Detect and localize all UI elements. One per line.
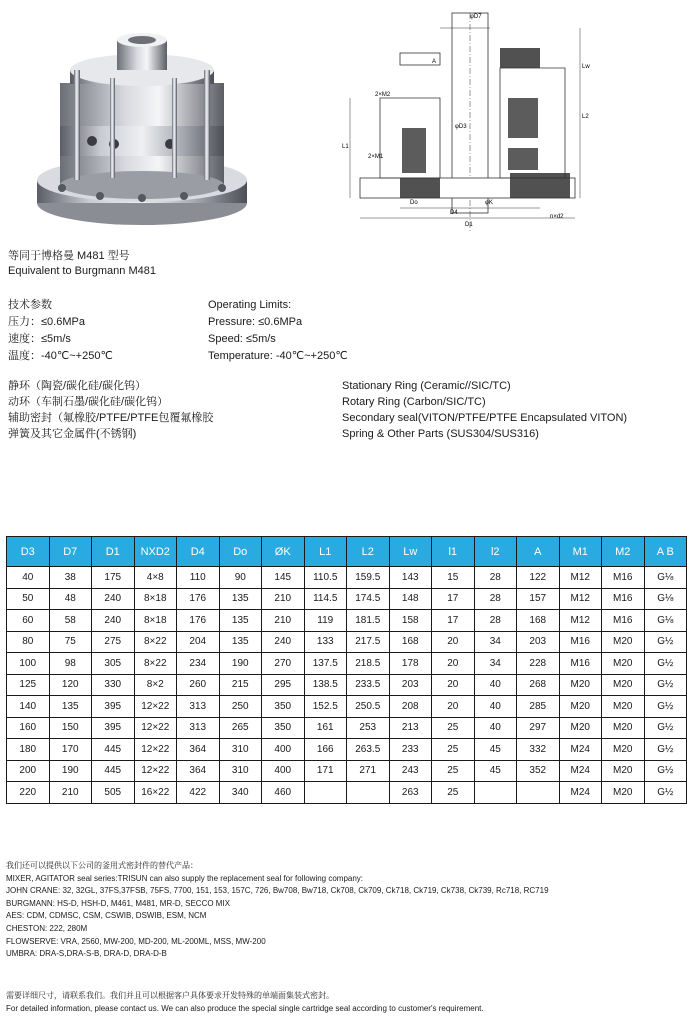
table-cell: M20	[559, 717, 602, 739]
material-cn-stationary: 静环（陶瓷/碳化硅/碳化钨）	[8, 380, 147, 392]
table-cell: 114.5	[304, 588, 347, 610]
table-cell: 12×22	[134, 717, 177, 739]
table-cell: 253	[347, 717, 390, 739]
column-header: Lw	[389, 537, 432, 567]
table-cell: 240	[92, 610, 135, 632]
table-cell: 20	[432, 674, 475, 696]
table-cell: 100	[7, 653, 50, 675]
table-row	[7, 653, 687, 675]
table-cell: 250	[219, 696, 262, 718]
table-cell: 268	[517, 674, 560, 696]
operating-limits-cn	[8, 297, 113, 365]
column-header: A	[517, 537, 560, 567]
table-cell: 180	[7, 739, 50, 761]
table-cell: 48	[49, 588, 92, 610]
table-cell: 243	[389, 760, 432, 782]
column-header: D7	[49, 537, 92, 567]
table-cell: M20	[602, 631, 645, 653]
table-cell: 171	[304, 760, 347, 782]
table-cell: M20	[602, 739, 645, 761]
table-cell: 150	[49, 717, 92, 739]
material-cn-rotary: 动环（车制石墨/碳化硅/碳化钨）	[8, 396, 169, 408]
table-cell: 12×22	[134, 739, 177, 761]
table-cell: 25	[432, 717, 475, 739]
column-header: D3	[7, 537, 50, 567]
table-cell: 25	[432, 782, 475, 804]
table-cell: 12×22	[134, 760, 177, 782]
table-cell: 158	[389, 610, 432, 632]
column-header: D1	[92, 537, 135, 567]
table-row	[7, 588, 687, 610]
table-cell: 120	[49, 674, 92, 696]
table-cell: 395	[92, 696, 135, 718]
table-cell: 159.5	[347, 567, 390, 589]
table-cell: 352	[517, 760, 560, 782]
table-cell	[517, 782, 560, 804]
table-row	[7, 631, 687, 653]
table-cell: 4×8	[134, 567, 177, 589]
table-cell: 135	[49, 696, 92, 718]
table-header-row	[7, 537, 687, 567]
table-cell: 445	[92, 739, 135, 761]
table-cell: 265	[219, 717, 262, 739]
label-d4: D4	[450, 210, 458, 216]
table-cell: 166	[304, 739, 347, 761]
table-cell: 75	[49, 631, 92, 653]
table-cell: M20	[559, 696, 602, 718]
table-row	[7, 717, 687, 739]
label-lw: Lw	[582, 64, 590, 70]
table-cell: 208	[389, 696, 432, 718]
limits-cn-pressure: 压力：≤0.6MPa	[8, 316, 85, 328]
limits-en-pressure: Pressure: ≤0.6MPa	[208, 316, 303, 328]
label-d1: D1	[465, 222, 473, 228]
table-cell: 28	[474, 588, 517, 610]
table-cell: M16	[602, 610, 645, 632]
table-cell: 122	[517, 567, 560, 589]
table-cell: 98	[49, 653, 92, 675]
table-cell: 170	[49, 739, 92, 761]
table-cell: M12	[559, 567, 602, 589]
table-cell: G½	[644, 653, 687, 675]
table-cell: 174.5	[347, 588, 390, 610]
table-cell: 28	[474, 567, 517, 589]
table-cell: 161	[304, 717, 347, 739]
table-cell: G½	[644, 739, 687, 761]
replacement-burgmann: BURGMANN: HS-D, HSH-D, M461, M481, MR-D, SECCO MIX	[6, 898, 231, 908]
table-cell: 332	[517, 739, 560, 761]
table-cell: G½	[644, 782, 687, 804]
limits-en-temperature: Temperature: -40℃~+250℃	[208, 350, 348, 362]
table-cell: 330	[92, 674, 135, 696]
table-cell: 168	[517, 610, 560, 632]
table-cell: M16	[602, 588, 645, 610]
table-cell: 275	[92, 631, 135, 653]
contact-note	[6, 990, 484, 1015]
replacement-cheston: CHESTON: 222, 280M	[6, 923, 88, 933]
product-photo	[22, 8, 255, 236]
cross-section-diagram	[340, 8, 592, 236]
table-row	[7, 739, 687, 761]
limits-cn-heading: 技术参数	[8, 299, 52, 311]
column-header: M1	[559, 537, 602, 567]
table-cell: 178	[389, 653, 432, 675]
table-cell: 110	[177, 567, 220, 589]
column-header: l1	[432, 537, 475, 567]
table-cell: 305	[92, 653, 135, 675]
table-cell: 297	[517, 717, 560, 739]
table-cell: 220	[7, 782, 50, 804]
table-cell: 181.5	[347, 610, 390, 632]
table-cell: 138.5	[304, 674, 347, 696]
table-cell: 200	[7, 760, 50, 782]
table-cell: 45	[474, 739, 517, 761]
table-cell: 20	[432, 653, 475, 675]
replacement-list	[6, 860, 549, 961]
table-cell: 25	[432, 739, 475, 761]
column-header: NXD2	[134, 537, 177, 567]
table-cell: 176	[177, 610, 220, 632]
column-header: L2	[347, 537, 390, 567]
table-cell: G⅛	[644, 610, 687, 632]
limits-en-heading: Operating Limits:	[208, 299, 292, 311]
table-cell: 168	[389, 631, 432, 653]
column-header: L1	[304, 537, 347, 567]
table-cell: 218.5	[347, 653, 390, 675]
technical-drawing	[340, 8, 592, 236]
table-cell: 17	[432, 610, 475, 632]
table-cell: G½	[644, 631, 687, 653]
table-cell: 8×18	[134, 588, 177, 610]
table-cell: 395	[92, 717, 135, 739]
replacement-aes: AES: CDM, CDMSC, CSM, CSWIB, DSWIB, ESM, NCM	[6, 911, 207, 921]
column-header: M2	[602, 537, 645, 567]
table-cell: 445	[92, 760, 135, 782]
table-cell: M12	[559, 588, 602, 610]
label-l1: L1	[342, 144, 349, 150]
table-cell: 60	[7, 610, 50, 632]
limits-cn-temperature: 温度：-40℃~+250℃	[8, 350, 113, 362]
contact-note-cn: 需要详细尺寸，请联系我们。我们并且可以根据客户具体要求开发特殊的单端面集装式密封。	[6, 991, 334, 1000]
table-cell: 285	[517, 696, 560, 718]
table-cell: 25	[432, 760, 475, 782]
table-cell: 270	[262, 653, 305, 675]
column-header: D4	[177, 537, 220, 567]
table-cell: M20	[602, 696, 645, 718]
table-cell	[347, 782, 390, 804]
table-cell	[474, 782, 517, 804]
table-row	[7, 696, 687, 718]
material-en-rotary: Rotary Ring (Carbon/SIC/TC)	[342, 396, 486, 408]
table-cell: 152.5	[304, 696, 347, 718]
table-cell: 80	[7, 631, 50, 653]
table-cell: 157	[517, 588, 560, 610]
table-cell: 135	[219, 610, 262, 632]
table-cell: 160	[7, 717, 50, 739]
table-cell: 34	[474, 653, 517, 675]
table-cell: G½	[644, 760, 687, 782]
table-cell: 148	[389, 588, 432, 610]
table-cell: 20	[432, 696, 475, 718]
table-cell: 16×22	[134, 782, 177, 804]
table-cell: 310	[219, 760, 262, 782]
table-cell: M16	[602, 567, 645, 589]
label-nxd2: n×d2	[550, 214, 564, 220]
table-cell	[304, 782, 347, 804]
table-cell: G½	[644, 717, 687, 739]
table-cell: 505	[92, 782, 135, 804]
materials-cn	[8, 378, 213, 442]
table-cell: 20	[432, 631, 475, 653]
table-row	[7, 674, 687, 696]
table-cell: 190	[219, 653, 262, 675]
table-cell: 364	[177, 760, 220, 782]
table-cell: M16	[559, 653, 602, 675]
model-en: Equivalent to Burgmann M481	[8, 265, 156, 277]
table-cell: M20	[602, 717, 645, 739]
label-do: Do	[410, 200, 418, 206]
replacement-intro-en: MIXER, AGITATOR seal series:TRISUN can also supply the replacement seal for following company:	[6, 873, 364, 883]
table-cell: 40	[474, 674, 517, 696]
table-cell: 145	[262, 567, 305, 589]
table-cell: 295	[262, 674, 305, 696]
material-en-stationary: Stationary Ring (Ceramic//SIC/TC)	[342, 380, 511, 392]
column-header: ØK	[262, 537, 305, 567]
material-en-spring: Spring & Other Parts (SUS304/SUS316)	[342, 428, 539, 440]
table-cell: 340	[219, 782, 262, 804]
table-cell: M20	[602, 653, 645, 675]
limits-cn-speed: 速度：≤5m/s	[8, 333, 71, 345]
table-cell: M24	[559, 782, 602, 804]
table-cell: 250.5	[347, 696, 390, 718]
table-cell: 460	[262, 782, 305, 804]
replacement-flowserve: FLOWSERVE: VRA, 2560, MW-200, MD-200, ML-200ML, MSS, MW-200	[6, 936, 266, 946]
table-cell: 400	[262, 760, 305, 782]
label-m2: 2×M2	[375, 92, 391, 98]
table-cell: G⅛	[644, 567, 687, 589]
table-cell: M24	[559, 739, 602, 761]
table-cell: 8×22	[134, 653, 177, 675]
table-cell: 213	[389, 717, 432, 739]
table-cell: 210	[49, 782, 92, 804]
label-a: A	[432, 59, 437, 65]
table-cell: 40	[474, 696, 517, 718]
table-cell: 110.5	[304, 567, 347, 589]
table-cell: 40	[7, 567, 50, 589]
table-cell: 190	[49, 760, 92, 782]
table-cell: 50	[7, 588, 50, 610]
table-cell: G½	[644, 696, 687, 718]
table-cell: 125	[7, 674, 50, 696]
table-cell: 203	[517, 631, 560, 653]
table-cell: 8×22	[134, 631, 177, 653]
table-cell: 422	[177, 782, 220, 804]
table-cell: M24	[559, 760, 602, 782]
model-cn: 等同于博格曼 M481 型号	[8, 250, 130, 262]
table-cell: 12×22	[134, 696, 177, 718]
table-cell: 203	[389, 674, 432, 696]
table-cell: 240	[262, 631, 305, 653]
label-l2: L2	[582, 114, 589, 120]
table-cell: 313	[177, 696, 220, 718]
table-cell: 313	[177, 717, 220, 739]
table-cell: 143	[389, 567, 432, 589]
replacement-john-crane: JOHN CRANE: 32, 32GL, 37FS,37FSB, 75FS, 7700, 151, 153, 157C, 726, Bw708, Bw718, Ck708, Ck709, Ck718, Ck719, Ck738, Ck739, Rc718, RC719	[6, 886, 549, 896]
table-cell: 8×2	[134, 674, 177, 696]
table-cell: 400	[262, 739, 305, 761]
table-cell: 233	[389, 739, 432, 761]
table-cell: 234	[177, 653, 220, 675]
dimension-table	[6, 536, 687, 804]
table-cell: M12	[559, 610, 602, 632]
table-cell: 34	[474, 631, 517, 653]
table-row	[7, 782, 687, 804]
column-header: A B	[644, 537, 687, 567]
table-cell: 210	[262, 610, 305, 632]
table-cell: 17	[432, 588, 475, 610]
table-cell: 58	[49, 610, 92, 632]
table-cell: 135	[219, 631, 262, 653]
label-d7: φD7	[470, 14, 482, 20]
limits-en-speed: Speed: ≤5m/s	[208, 333, 276, 345]
table-cell: 210	[262, 588, 305, 610]
material-en-secondary: Secondary seal(VITON/PTFE/PTFE Encapsulated VITON)	[342, 412, 628, 424]
table-cell: 350	[262, 717, 305, 739]
model-equivalence	[8, 249, 156, 279]
table-cell: M20	[559, 674, 602, 696]
table-cell: 28	[474, 610, 517, 632]
table-cell: 119	[304, 610, 347, 632]
table-cell: 350	[262, 696, 305, 718]
table-cell: 271	[347, 760, 390, 782]
column-header: Do	[219, 537, 262, 567]
table-cell: 175	[92, 567, 135, 589]
table-cell: M20	[602, 782, 645, 804]
materials-en	[342, 378, 627, 442]
table-cell: 215	[219, 674, 262, 696]
table-cell: 133	[304, 631, 347, 653]
material-cn-secondary: 辅助密封（氟橡胶/PTFE/PTFE包覆氟橡胶	[8, 412, 214, 424]
contact-note-en: For detailed information, please contact us. We can also produce the special single cartridge seal according to customer's requirement.	[6, 1003, 484, 1013]
table-cell: 90	[219, 567, 262, 589]
table-row	[7, 567, 687, 589]
table-cell: 263	[389, 782, 432, 804]
table-row	[7, 760, 687, 782]
table-cell: 228	[517, 653, 560, 675]
table-cell: 135	[219, 588, 262, 610]
material-cn-spring: 弹簧及其它金属件(不锈钢)	[8, 428, 137, 440]
table-cell: G½	[644, 674, 687, 696]
table-row	[7, 610, 687, 632]
table-cell: G⅛	[644, 588, 687, 610]
table-cell: 140	[7, 696, 50, 718]
table-cell: 8×18	[134, 610, 177, 632]
table-cell: 233.5	[347, 674, 390, 696]
table-cell: 263.5	[347, 739, 390, 761]
mechanical-seal-image	[22, 8, 255, 236]
table-cell: M20	[602, 674, 645, 696]
table-cell: 176	[177, 588, 220, 610]
label-m1: 2×M1	[368, 154, 384, 160]
table-cell: 40	[474, 717, 517, 739]
table-cell: 217.5	[347, 631, 390, 653]
label-d3: φD3	[455, 124, 467, 130]
replacement-umbra: UMBRA: DRA-S,DRA-S-B, DRA-D, DRA-D-B	[6, 949, 167, 959]
table-cell: 15	[432, 567, 475, 589]
table-cell: 45	[474, 760, 517, 782]
label-k: φK	[485, 200, 493, 206]
table-cell: 310	[219, 739, 262, 761]
table-cell: M20	[602, 760, 645, 782]
table-cell: 137.5	[304, 653, 347, 675]
table-cell: 260	[177, 674, 220, 696]
operating-limits-en	[208, 297, 348, 365]
table-cell: 240	[92, 588, 135, 610]
table-cell: 204	[177, 631, 220, 653]
table-cell: 38	[49, 567, 92, 589]
table-cell: 364	[177, 739, 220, 761]
replacement-intro-cn: 我们还可以提供以下公司的釜用式密封件的替代产品：	[6, 861, 198, 870]
table-cell: M16	[559, 631, 602, 653]
column-header: l2	[474, 537, 517, 567]
